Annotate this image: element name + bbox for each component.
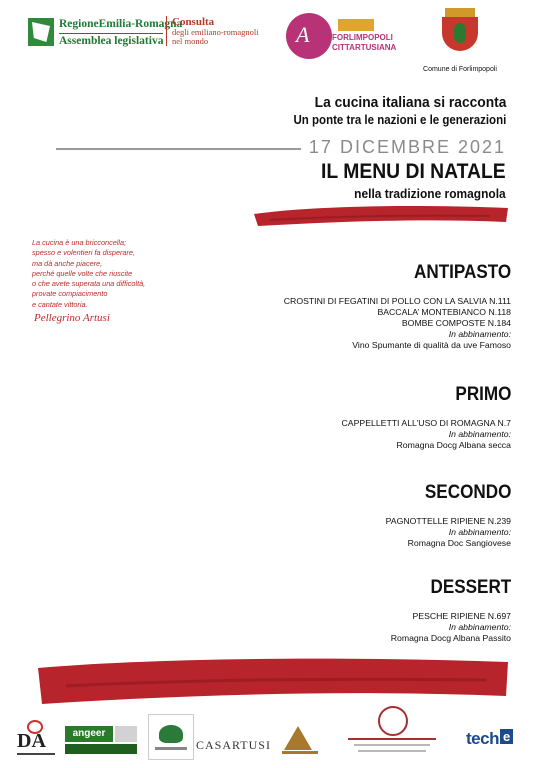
quote-line: La cucina è una bricconcella; [32, 238, 127, 247]
consulta-title: Consulta [172, 16, 215, 28]
comune-label: Comune di Forlimpopoli [423, 66, 497, 73]
tech-e-icon: e [500, 729, 513, 744]
insprotur-logo [148, 714, 194, 760]
section-heading: DESSERT [430, 577, 511, 598]
forlimpopoli-cittartusiana-logo [286, 13, 397, 59]
quote-line: o che avete superata una difficoltà, [32, 279, 146, 289]
pairing-label: In abbinamento: [448, 622, 511, 632]
section-dessert [391, 577, 511, 644]
date-divider [56, 148, 301, 150]
consulta-logo [166, 16, 268, 46]
region-name: RegioneEmilia-Romagna [59, 18, 183, 30]
regione-emilia-romagna-logo [28, 16, 183, 52]
consulta-subtitle-2: nel mondo [172, 36, 209, 46]
region-flag-icon [28, 18, 54, 46]
dish: BOMBE COMPOSTE N.184 [401, 318, 511, 328]
event-title: La cucina italiana si racconta [314, 94, 506, 111]
dish: PAGNOTTELLE RIPIENE N.239 [385, 516, 511, 526]
wine-pairing: Romagna Doc Sangiovese [407, 538, 511, 548]
red-brush-stroke-top [250, 200, 512, 230]
consulta-subtitle-1: degli emiliano-romagnoli [172, 27, 259, 37]
da-mark: DA [17, 730, 46, 752]
menu-title: IL MENU DI NATALE [321, 160, 506, 183]
pairing-label: In abbinamento: [448, 527, 511, 537]
section-heading: PRIMO [454, 384, 511, 405]
dish: PESCHE RIPIENE N.697 [412, 611, 511, 621]
dish: CAPPELLETTI ALL’USO DI ROMAGNA N.7 [341, 418, 511, 428]
quote-line: provate compiacimento [32, 289, 108, 299]
quote-line: e cantate vittoria. [32, 299, 88, 309]
artusi-monogram-icon: A [296, 22, 310, 47]
quote-line: spesso e volentieri fa disperare, [32, 248, 136, 258]
casartusi-logo: CASARTUSI [196, 738, 271, 752]
pairing-label: In abbinamento: [448, 429, 511, 439]
event-date: 17 DICEMBRE 2021 [308, 137, 506, 157]
quote-line: ma dà anche piacere, [32, 258, 103, 268]
wine-pairing: Romagna Docg Albana secca [396, 440, 511, 450]
event-subtitle: Un ponte tra le nazioni e le generazioni [293, 113, 506, 127]
coat-of-arms-icon [442, 8, 478, 52]
cittart-line2: CITTARTUSIANA [332, 43, 397, 52]
map-icon [159, 725, 183, 743]
angeer-logo [65, 724, 137, 760]
section-heading: ANTIPASTO [413, 262, 511, 283]
wine-pairing: Vino Spumante di qualità da uve Famoso [352, 340, 511, 350]
section-primo [342, 384, 511, 451]
assembly-name: Assemblea legislativa [59, 35, 164, 47]
pairing-label: In abbinamento: [448, 329, 511, 339]
red-brush-stroke-bottom [36, 656, 512, 706]
mountain-logo-icon [280, 724, 320, 756]
seal-icon [378, 706, 408, 736]
dish: CROSTINI DI FEGATINI DI POLLO CON LA SALVIA N.111 [283, 296, 511, 306]
quote-line: perché quelle volte che riuscite [32, 268, 133, 278]
comune-crest [410, 8, 510, 73]
menu-subtitle: nella tradizione romagnola [354, 186, 506, 201]
section-secondo [386, 482, 511, 549]
section-antipasto [284, 262, 511, 351]
da-logo [17, 720, 53, 756]
quote-author: Pellegrino Artusi [34, 312, 110, 324]
angeer-text: angeer [65, 726, 113, 742]
fortress-icon [338, 19, 374, 31]
tech-logo [466, 729, 513, 749]
tech-text: tech [466, 729, 499, 748]
artusi-quote [32, 238, 192, 310]
university-seal-logo [348, 706, 436, 756]
dish: BACCALA’ MONTEBIANCO N.118 [377, 307, 511, 317]
wine-pairing: Romagna Docg Albana Passito [390, 633, 511, 643]
section-heading: SECONDO [424, 482, 511, 503]
cittart-line1: FORLIMPOPOLI [332, 33, 393, 42]
